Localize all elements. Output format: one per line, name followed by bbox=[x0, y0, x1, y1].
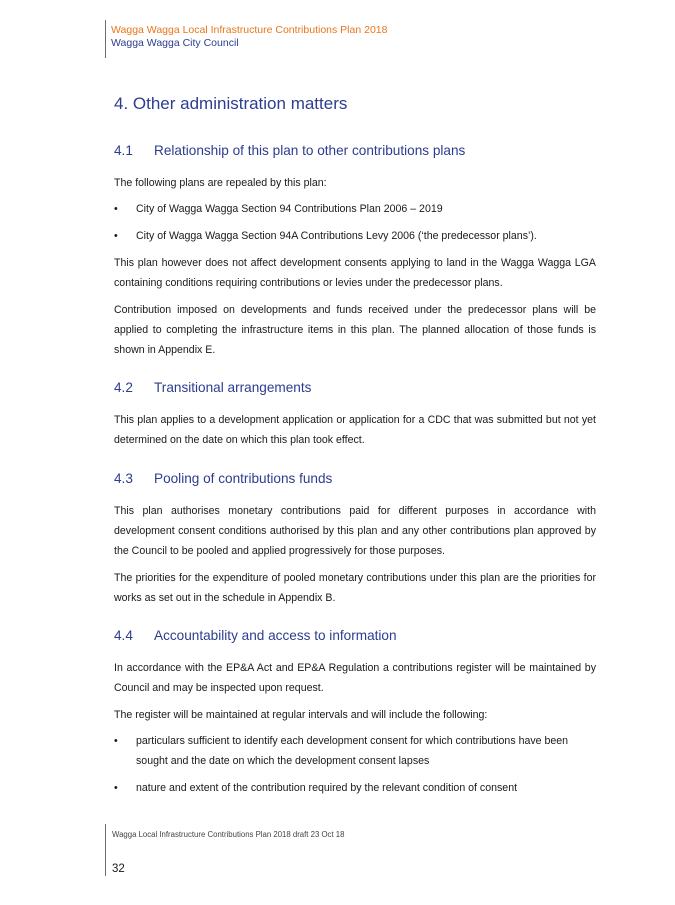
page-footer bbox=[105, 824, 344, 876]
list-item: • particulars sufficient to identify each development consent for which contributions have been sought and the date on which the development consent lapses bbox=[114, 731, 596, 771]
section-heading-4-2 bbox=[114, 379, 596, 397]
section-heading-4-4 bbox=[114, 627, 596, 645]
chapter-title: 4. Other administration matters bbox=[114, 94, 348, 113]
paragraph: In accordance with the EP&A Act and EP&A Regulation a contributions register will be maintained by Council and may be inspected upon request. bbox=[114, 662, 596, 694]
section-number: 4.4 bbox=[114, 628, 133, 643]
list-item: • nature and extent of the contribution required by the relevant condition of consent bbox=[114, 778, 596, 798]
list-item: • City of Wagga Wagga Section 94A Contributions Levy 2006 (‘the predecessor plans’). bbox=[114, 226, 596, 246]
section-title: Relationship of this plan to other contributions plans bbox=[154, 143, 466, 158]
header-council-name: Wagga Wagga City Council bbox=[111, 37, 239, 49]
section-number: 4.2 bbox=[114, 380, 133, 395]
section-number: 4.3 bbox=[114, 471, 133, 486]
paragraph: This plan applies to a development application or application for a CDC that was submitted but not yet determined on the date on which this plan took effect. bbox=[114, 414, 596, 446]
page-number: 32 bbox=[112, 863, 125, 875]
section-heading-4-3 bbox=[114, 470, 596, 488]
section-title: Pooling of contributions funds bbox=[154, 471, 333, 486]
paragraph: The register will be maintained at regular intervals and will include the following: bbox=[114, 709, 488, 721]
page-content bbox=[114, 93, 596, 798]
section-heading-4-1 bbox=[114, 142, 596, 160]
header-plan-title: Wagga Wagga Local Infrastructure Contributions Plan 2018 bbox=[111, 24, 388, 36]
section-title: Transitional arrangements bbox=[154, 380, 312, 395]
paragraph: The following plans are repealed by this plan: bbox=[114, 177, 327, 189]
paragraph: This plan authorises monetary contributions paid for different purposes in accordance with development consent conditions authorised by this plan and any other contributions plan approved by the Council to be pooled and applied progressively for those purposes. bbox=[114, 505, 596, 557]
paragraph: This plan however does not affect development consents applying to land in the Wagga Wagga LGA containing conditions requiring contributions or levies under the predecessor plans. bbox=[114, 257, 596, 289]
paragraph: The priorities for the expenditure of pooled monetary contributions under this plan are the priorities for works as set out in the schedule in Appendix B. bbox=[114, 572, 596, 604]
paragraph: Contribution imposed on developments and funds received under the predecessor plans will be applied to completing the infrastructure items in this plan. The planned allocation of those funds is shown in Appendix E. bbox=[114, 304, 596, 356]
list-item: • City of Wagga Wagga Section 94 Contributions Plan 2006 – 2019 bbox=[114, 199, 596, 219]
bullet-list bbox=[114, 199, 596, 246]
section-number: 4.1 bbox=[114, 143, 133, 158]
bullet-list bbox=[114, 731, 596, 798]
running-header bbox=[105, 20, 387, 58]
section-title: Accountability and access to information bbox=[154, 628, 397, 643]
footer-document-title: Wagga Local Infrastructure Contributions Plan 2018 draft 23 Oct 18 bbox=[112, 830, 345, 839]
